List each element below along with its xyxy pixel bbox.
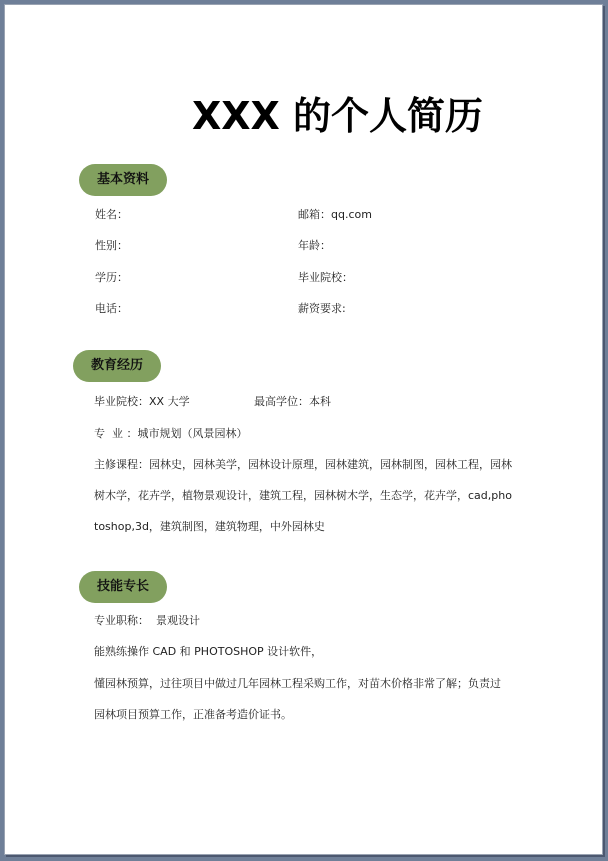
skills-line-1: 能熟练操作 CAD 和 PHOTOSHOP 设计软件，: [94, 645, 323, 658]
education-school: 毕业院校：XX 大学: [94, 395, 190, 408]
gender-label: 性别：: [95, 239, 128, 252]
age-label: 年龄：: [298, 239, 331, 252]
education-label: 学历：: [95, 271, 128, 284]
school-label: 毕业院校：: [298, 271, 353, 284]
email-label: 邮箱：qq.com: [298, 208, 372, 221]
section-heading-education: 教育经历: [73, 350, 161, 382]
skills-title: 专业职称： 景观设计: [94, 614, 200, 627]
resume-page: [4, 4, 603, 855]
education-major: 专 业 ：城市规划（风景园林）: [94, 427, 248, 440]
skills-line-2: 懂园林预算，过往项目中做过几年园林工程采购工作，对苗木价格非常了解；负责过: [94, 677, 501, 690]
courses-line-1: 主修课程：园林史，园林美学，园林设计原理，园林建筑，园林制图，园林工程，园林: [94, 458, 512, 471]
phone-label: 电话：: [95, 302, 128, 315]
skills-line-3: 园林项目预算工作，正准备考造价证书。: [94, 708, 292, 721]
section-heading-skills: 技能专长: [79, 571, 167, 603]
page-title: XXX 的个人简历: [191, 94, 484, 138]
salary-label: 薪资要求:: [298, 302, 346, 315]
education-degree: 最高学位：本科: [254, 395, 331, 408]
courses-line-3: toshop,3d，建筑制图，建筑物理，中外园林史: [94, 520, 325, 533]
name-label: 姓名：: [95, 208, 128, 221]
courses-line-2: 树木学，花卉学，植物景观设计，建筑工程，园林树木学，生态学，花卉学，cad,pho: [94, 489, 512, 502]
section-heading-basic: 基本资料: [79, 164, 167, 196]
